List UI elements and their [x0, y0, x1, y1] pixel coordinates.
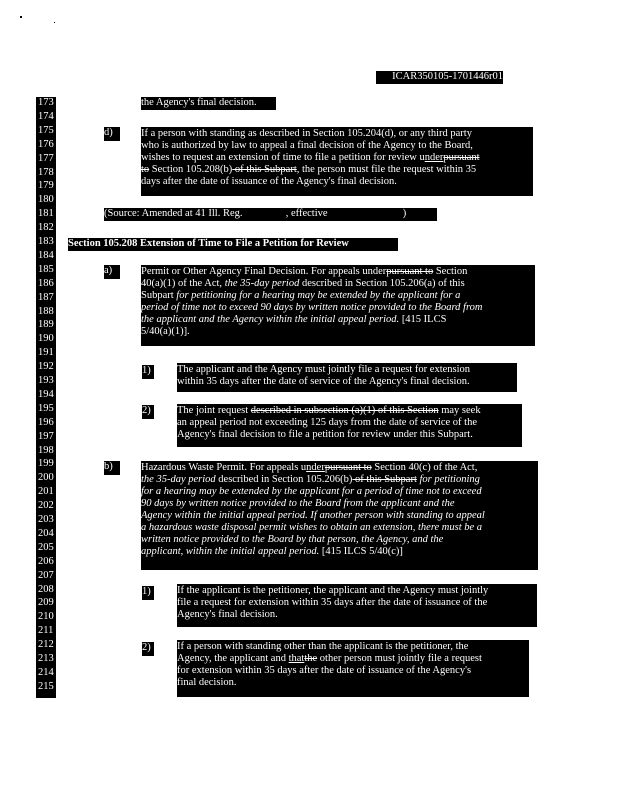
line-number: 184 [38, 249, 54, 261]
text-line: period of time not to exceed 90 days by written notice provided to the Board from [141, 302, 483, 313]
subitem-a2-text [177, 404, 522, 447]
line-number: 176 [38, 138, 54, 150]
text-line: the 35-day period described in Section 105.206(b) of this Subpart for petitioning [141, 474, 480, 485]
subitem-label-b2: 2) [142, 642, 154, 656]
subitem-label-a1: 1) [142, 365, 154, 379]
text-line: for a hearing may be extended by the applicant for a period of time not to exceed [141, 486, 482, 497]
continuation-text [141, 97, 276, 110]
text-line: The applicant and the Agency must jointly file a request for extension [177, 364, 471, 375]
line-number: 182 [38, 222, 54, 234]
line-number: 203 [38, 514, 54, 525]
line-number: 186 [38, 277, 54, 289]
text-line: the applicant and the Agency within the initial appeal period. [415 ILCS [141, 314, 447, 325]
line-number: 192 [38, 361, 54, 373]
text-line: Permit or Other Agency Final Decision. For appeals underpursuant to Section [141, 266, 468, 277]
source-text: ) [402, 208, 407, 219]
text-line: 40(a)(1) of the Act, the 35-day period described in Section 105.206(a) of this [141, 278, 465, 289]
text-line: written notice provided to the Board by that person, the Agency, and the [141, 534, 444, 545]
text-line: Hazardous Waste Permit. For appeals underpursuant to Section 40(c) of the Act, [141, 462, 478, 473]
line-number: 211 [38, 625, 54, 637]
text-line: Subpart for petitioning for a hearing may be extended by the applicant for a [141, 290, 461, 301]
line-number: 181 [38, 208, 54, 220]
item-a-text [141, 265, 535, 346]
text-line: who is authorized by law to appeal a final decision of the Agency to the Board, [141, 140, 473, 151]
text-line: If a person with standing as described in Section 105.204(d), or any third party [141, 128, 472, 139]
line-number: 173 [38, 97, 54, 108]
line-number: 200 [38, 472, 54, 484]
subitem-label-b1: 1) [142, 586, 154, 600]
text-line: an appeal period not exceeding 125 days from the date of service of the [177, 417, 478, 428]
line-number: 212 [38, 639, 54, 651]
text-line: final decision. [177, 677, 237, 688]
line-number: 213 [38, 653, 54, 664]
line-number: 206 [38, 555, 54, 567]
line-number: 179 [38, 180, 54, 192]
redacted-effective-date [330, 209, 400, 219]
subitem-label-a2: 2) [142, 405, 154, 419]
item-label-a: a) [104, 265, 120, 279]
line-number: 195 [38, 402, 54, 414]
line-number: 205 [38, 541, 54, 553]
text-line: Agency, the applicant and thatthe other person must jointly file a request [177, 653, 482, 664]
text-line: file a request for extension within 35 days after the date of issuance of the [177, 597, 488, 608]
line-number: 215 [38, 680, 54, 692]
text-line: The joint request described in subsection (a)(1) of this Section may seek [177, 405, 481, 416]
text-line: within 35 days after the date of service of the Agency's final decision. [177, 376, 470, 387]
scan-speck [20, 16, 22, 18]
line-number: 174 [38, 110, 54, 122]
text-line: a hazardous waste disposal permit wishes to obtain an extension, there must be a [141, 522, 483, 533]
line-number: 188 [38, 305, 54, 317]
source-text: , effective [285, 208, 328, 219]
line-number: 199 [38, 458, 54, 470]
line-number: 187 [38, 291, 54, 303]
subitem-a1-text [177, 363, 517, 392]
line-number: 198 [38, 444, 54, 456]
text-line: Agency within the initial appeal period. If another person with standing to appeal [141, 510, 485, 521]
text-line: If a person with standing other than the applicant is the petitioner, the [177, 641, 469, 652]
text-line: Agency's final decision to file a petition for review under this Subpart. [177, 429, 473, 440]
line-number: 201 [38, 486, 54, 498]
line-number: 204 [38, 527, 54, 539]
redacted-register-number [245, 209, 283, 219]
section-heading: Section 105.208 Extension of Time to File a Petition for Review [68, 238, 398, 251]
line-number: 209 [38, 597, 54, 609]
line-number: 207 [38, 569, 54, 581]
text-line: If the applicant is the petitioner, the applicant and the Agency must jointly [177, 585, 489, 596]
text-line: for extension within 35 days after the date of issuance of the Agency's [177, 665, 472, 676]
line-number: 190 [38, 333, 54, 345]
item-label-d: d) [104, 127, 120, 141]
text-line: Agency's final decision. [177, 609, 278, 620]
item-d-text [141, 127, 533, 196]
document-header-code: ICAR350105-1701446r01 [376, 71, 503, 84]
line-number: 208 [38, 583, 54, 595]
text-line: to Section 105.208(b) of this Subpart, the person must file the request within 35 [141, 164, 477, 175]
subitem-b1-text [177, 584, 537, 627]
subitem-b2-text [177, 640, 529, 697]
scan-speck [54, 22, 55, 23]
source-text: (Source: Amended at 41 Ill. Reg. [104, 208, 243, 219]
line-number: 196 [38, 416, 54, 428]
line-number: 210 [38, 611, 54, 623]
text-line: 5/40(a)(1)]. [141, 326, 190, 337]
line-number: 175 [38, 124, 54, 136]
line-number: 202 [38, 500, 54, 512]
item-label-b: b) [104, 461, 120, 475]
text-line: wishes to request an extension of time to file a petition for review underpursuant [141, 152, 480, 163]
item-b-text [141, 461, 538, 570]
text-line: days after the date of issuance of the Agency's final decision. [141, 176, 397, 187]
text-line: applicant, within the initial appeal period. [415 ILCS 5/40(c)] [141, 546, 403, 557]
line-number: 178 [38, 166, 54, 178]
line-number: 189 [38, 319, 54, 331]
text-line: the Agency's final decision. [141, 97, 257, 108]
line-number: 185 [38, 263, 54, 275]
line-number: 180 [38, 194, 54, 206]
line-number: 194 [38, 388, 54, 400]
text-line: 90 days by written notice provided to the Board from the applicant and the [141, 498, 455, 509]
line-number: 214 [38, 666, 54, 678]
line-number: 183 [38, 236, 54, 247]
line-number: 177 [38, 152, 54, 164]
source-note [104, 208, 437, 221]
line-number: 191 [38, 347, 54, 359]
line-number: 193 [38, 375, 54, 386]
line-number: 197 [38, 430, 54, 442]
